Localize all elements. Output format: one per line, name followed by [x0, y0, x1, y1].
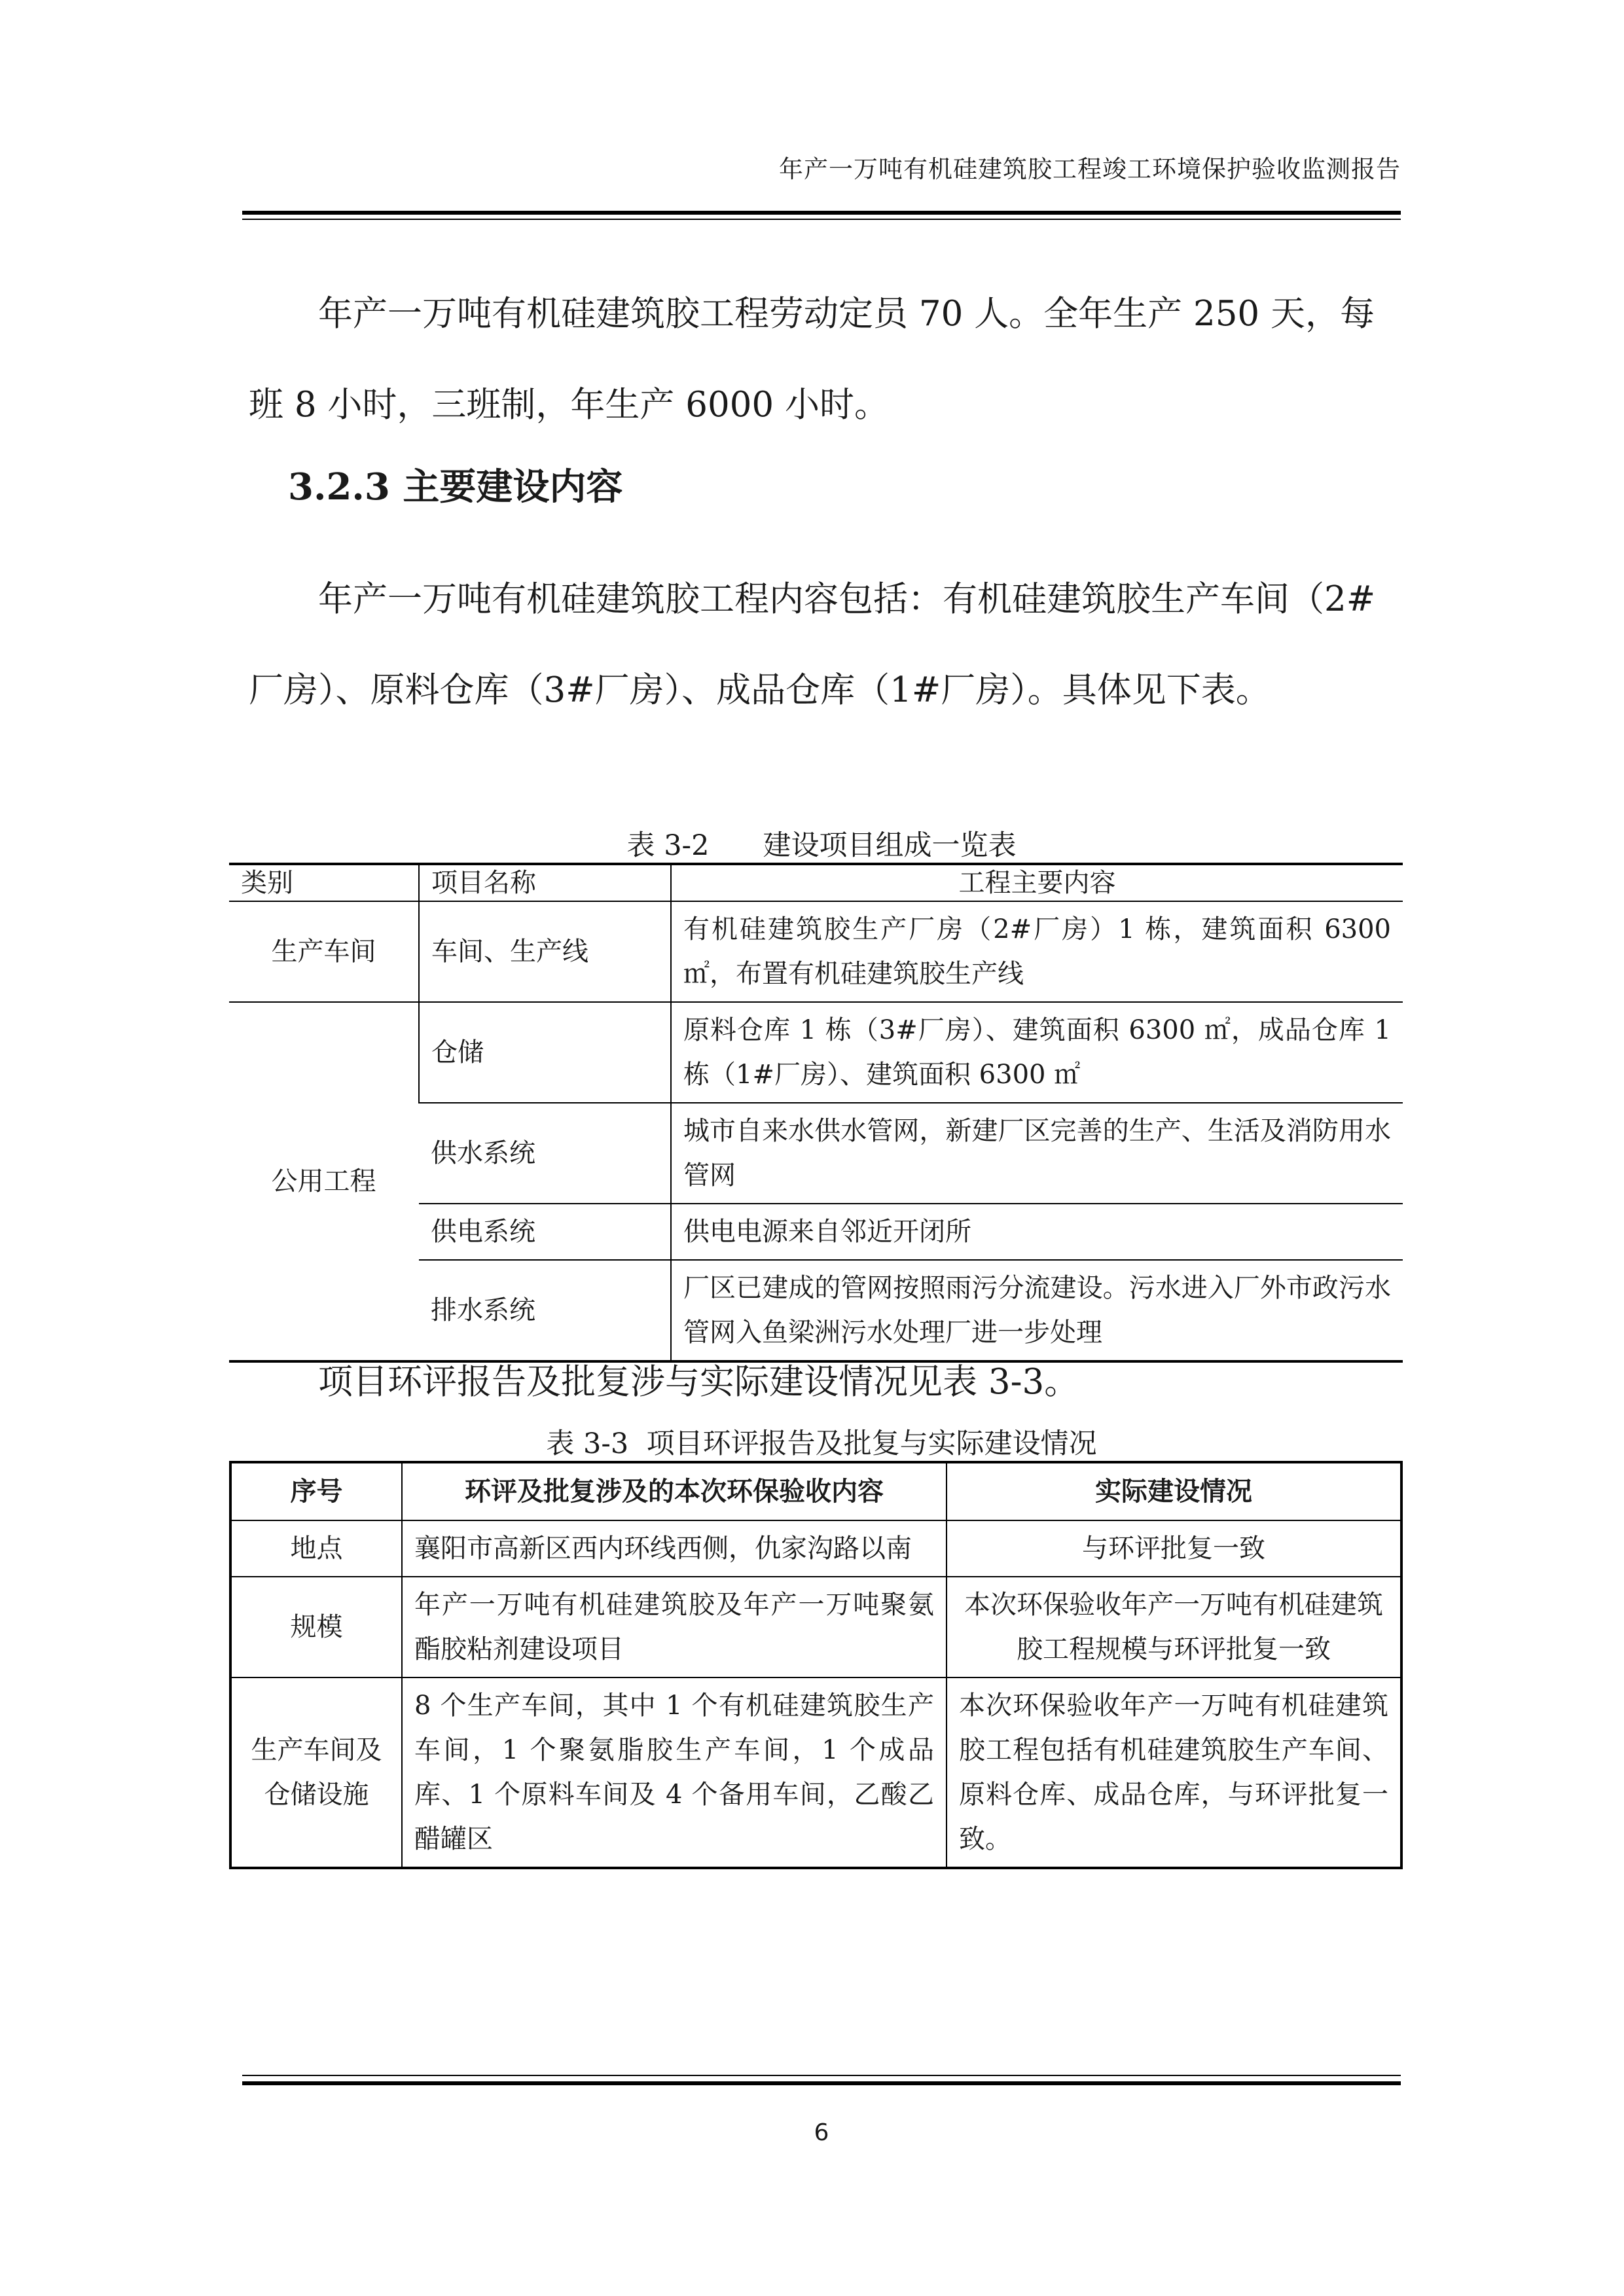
- eia-cell: 8 个生产车间，其中 1 个有机硅建筑胶生产车间，1 个聚氨脂胶生产车间，1 个成品库、1 个原料车间及 4 个备用车间，乙酸乙醋罐区: [402, 1677, 947, 1868]
- table-header-cell: 序号: [230, 1462, 402, 1520]
- page-number: 6: [814, 2119, 829, 2146]
- footer-rule-thick: [242, 2081, 1401, 2085]
- content-cell: 有机硅建筑胶生产厂房（2#厂房）1 栋，建筑面积 6300 ㎡，布置有机硅建筑胶生产线: [671, 901, 1403, 1002]
- category-cell: 生产车间: [229, 901, 419, 1002]
- content-cell: 厂区已建成的管网按照雨污分流建设。污水进入厂外市政污水管网入鱼梁洲污水处理厂进一步处理: [671, 1260, 1403, 1361]
- table-row: [230, 1677, 1401, 1868]
- category-cell: 公用工程: [229, 1002, 419, 1361]
- header-rule-thin: [242, 219, 1401, 220]
- content-cell: 供电电源来自邻近开闭所: [671, 1204, 1403, 1260]
- number-cell: 规模: [230, 1577, 402, 1677]
- table-3-3: [229, 1461, 1403, 1869]
- table-row: [230, 1577, 1401, 1677]
- paragraph-construction-text: 年产一万吨有机硅建筑胶工程内容包括：有机硅建筑胶生产车间（2#厂房）、原料仓库（3#厂房）、成品仓库（1#厂房）。具体见下表。: [249, 579, 1376, 710]
- eia-cell: 年产一万吨有机硅建筑胶及年产一万吨聚氨酯胶粘剂建设项目: [402, 1577, 947, 1677]
- table-header-row: [229, 864, 1403, 901]
- table-header-row: [230, 1462, 1401, 1520]
- number-cell: 地点: [230, 1520, 402, 1577]
- content-cell: 原料仓库 1 栋（3#厂房）、建筑面积 6300 ㎡，成品仓库 1 栋（1#厂房）、建筑面积 6300 ㎡: [671, 1002, 1403, 1103]
- paragraph-staffing: [249, 268, 1401, 450]
- actual-cell: 本次环保验收年产一万吨有机硅建筑胶工程包括有机硅建筑胶生产车间、原料仓库、成品仓库，与环评批复一致。: [947, 1677, 1401, 1868]
- paragraph-eia-reference: 项目环评报告及批复涉与实际建设情况见表 3-3。: [318, 1362, 1079, 1402]
- item-cell: 仓储: [419, 1002, 671, 1103]
- table-header-cell: 项目名称: [419, 864, 671, 901]
- content-cell: 城市自来水供水管网，新建厂区完善的生产、生活及消防用水管网: [671, 1103, 1403, 1204]
- actual-cell: 本次环保验收年产一万吨有机硅建筑胶工程规模与环评批复一致: [947, 1577, 1401, 1677]
- actual-cell: 与环评批复一致: [947, 1520, 1401, 1577]
- eia-cell: 襄阳市高新区西内环线西侧，仇家沟路以南: [402, 1520, 947, 1577]
- table-row: [230, 1520, 1401, 1577]
- page-header-title: 年产一万吨有机硅建筑胶工程竣工环境保护验收监测报告: [779, 155, 1401, 183]
- section-heading: 3.2.3 主要建设内容: [288, 465, 623, 509]
- number-cell: 生产车间及仓储设施: [230, 1677, 402, 1868]
- paragraph-staffing-text: 年产一万吨有机硅建筑胶工程劳动定员 70 人。全年生产 250 天，每班 8 小时，三班制，年生产 6000 小时。: [249, 294, 1375, 425]
- item-cell: 供水系统: [419, 1103, 671, 1204]
- item-cell: 排水系统: [419, 1260, 671, 1361]
- table-header-cell: 类别: [229, 864, 419, 901]
- table-row: [229, 901, 1403, 1002]
- table-row: [229, 1002, 1403, 1103]
- table-3-2-caption: 表 3-2 建设项目组成一览表: [626, 829, 1017, 862]
- table-header-cell: 环评及批复涉及的本次环保验收内容: [402, 1462, 947, 1520]
- item-cell: 供电系统: [419, 1204, 671, 1260]
- paragraph-construction: [249, 554, 1401, 736]
- footer-rule-thin: [242, 2075, 1401, 2076]
- item-cell: 车间、生产线: [419, 901, 671, 1002]
- table-3-3-caption: 表 3-3 项目环评报告及批复与实际建设情况: [546, 1427, 1097, 1460]
- header-rule-thick: [242, 211, 1401, 215]
- table-3-2: [229, 863, 1403, 1363]
- table-header-cell: 实际建设情况: [947, 1462, 1401, 1520]
- table-header-cell: 工程主要内容: [671, 864, 1403, 901]
